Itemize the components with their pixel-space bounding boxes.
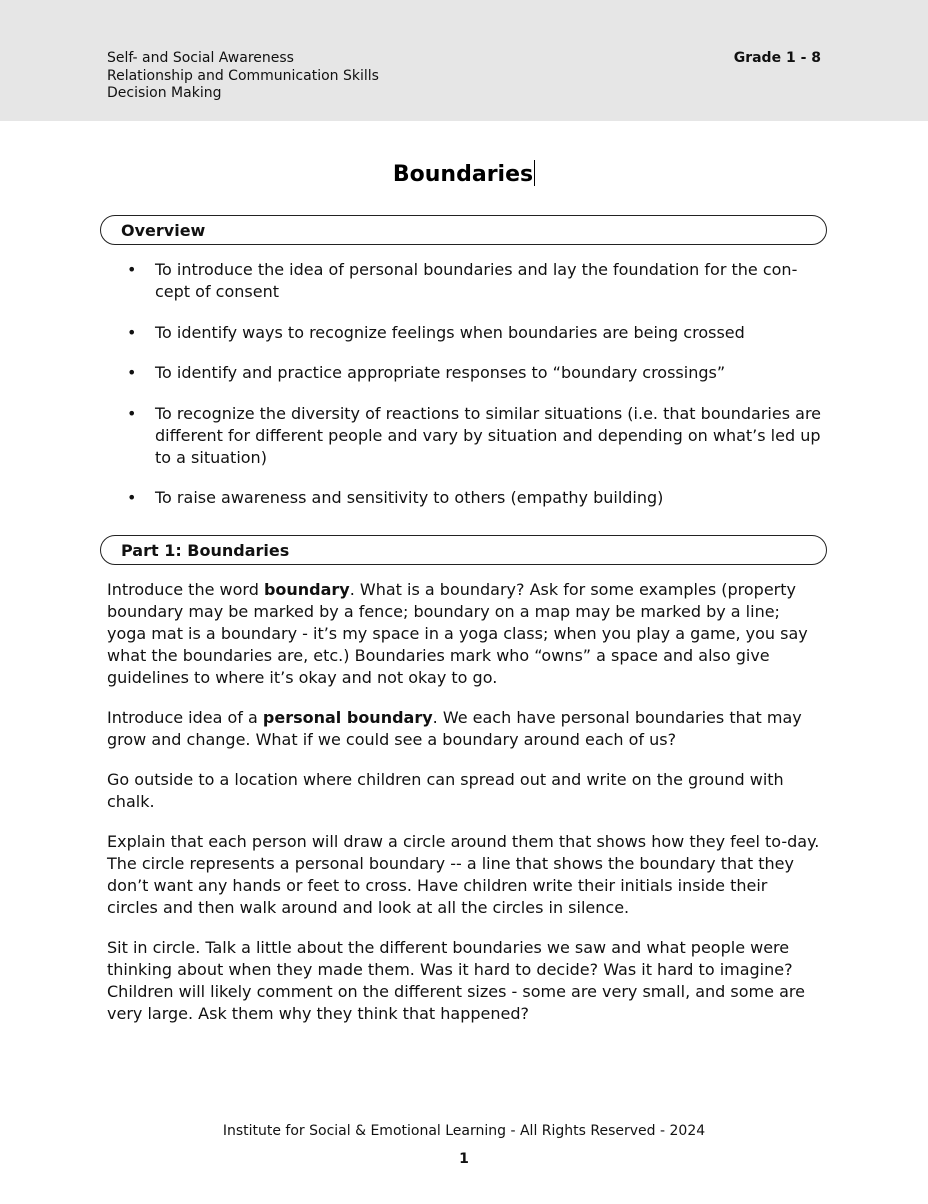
text-cursor <box>534 160 535 186</box>
page-number: 1 <box>459 1151 469 1167</box>
list-item <box>125 403 825 469</box>
header-topics <box>107 50 379 103</box>
list-item <box>125 322 825 344</box>
page-title-wrap <box>0 160 928 190</box>
footer-copyright: Institute for Social & Emotional Learning - All Rights Reserved - 2024 <box>222 1123 706 1139</box>
part1-heading: Part 1: Boundaries <box>121 541 290 560</box>
list-item-text: To identify and practice appropriate responses to “boundary crossings” <box>155 363 726 382</box>
header-band <box>0 0 928 121</box>
text-run: Introduce idea of a <box>107 708 263 727</box>
header-topic: Relationship and Communication Skills <box>107 67 379 84</box>
bullet-icon: • <box>127 260 137 279</box>
overview-list <box>125 259 825 528</box>
page-title: Boundaries <box>392 162 534 187</box>
list-item <box>125 362 825 384</box>
overview-heading: Overview <box>121 221 206 240</box>
header-topic: Self- and Social Awareness <box>107 50 294 66</box>
bullet-icon: • <box>127 403 137 423</box>
part1-section-header <box>100 535 827 565</box>
paragraph <box>107 579 822 689</box>
paragraph: Explain that each person will draw a circle around them that shows how they feel to-day. The circle represents a personal boundary -- a line that shows the boundary that they don’t want any hands or feet to cross. Have children write their initials inside their circles and then walk around and look at all the circles in silence. <box>107 832 820 917</box>
list-item-text: To introduce the idea of personal boundaries and lay the foundation for the con-cept of consent <box>155 260 798 301</box>
bullet-icon: • <box>127 363 137 382</box>
bold-term: personal boundary <box>262 708 433 727</box>
list-item <box>125 487 825 509</box>
text-run: . We each have personal boundaries that may grow and change. What if we could see a boundary around each of us? <box>107 708 802 749</box>
paragraph <box>107 707 822 751</box>
header-topic: Decision Making <box>107 85 222 101</box>
bullet-icon: • <box>127 488 137 507</box>
part1-body <box>107 579 822 1043</box>
bold-term: boundary <box>263 580 350 599</box>
text-run: . What is a boundary? Ask for some examples (property boundary may be marked by a fence; boundary on a map may be marked by a line; yoga mat is a boundary - it’s my space in a yoga class; when you play a game, you say what the boundaries are, etc.) Boundaries mark who “owns” a space and also give guidelines to where it’s okay and not okay to go. <box>107 580 808 687</box>
overview-section-header <box>100 215 827 245</box>
list-item-text: To identify ways to recognize feelings when boundaries are being crossed <box>155 322 745 342</box>
bullet-icon: • <box>127 322 137 342</box>
list-item <box>125 259 825 303</box>
list-item-text: To recognize the diversity of reactions to similar situations (i.e. that boundaries are different for different people and vary by situation and depending on what’s led up to a situation) <box>155 403 822 467</box>
text-run: Introduce the word <box>107 580 264 599</box>
paragraph: Sit in circle. Talk a little about the different boundaries we saw and what people were thinking about when they made them. Was it hard to decide? Was it hard to imagine? Children will likely comment on the different sizes - some are very small, and some are very large. Ask them why they think that happened? <box>107 938 805 1023</box>
list-item-text: To raise awareness and sensitivity to others (empathy building) <box>155 488 664 507</box>
paragraph: Go outside to a location where children can spread out and write on the ground with chalk. <box>107 770 784 811</box>
grade-label: Grade 1 - 8 <box>733 50 821 66</box>
